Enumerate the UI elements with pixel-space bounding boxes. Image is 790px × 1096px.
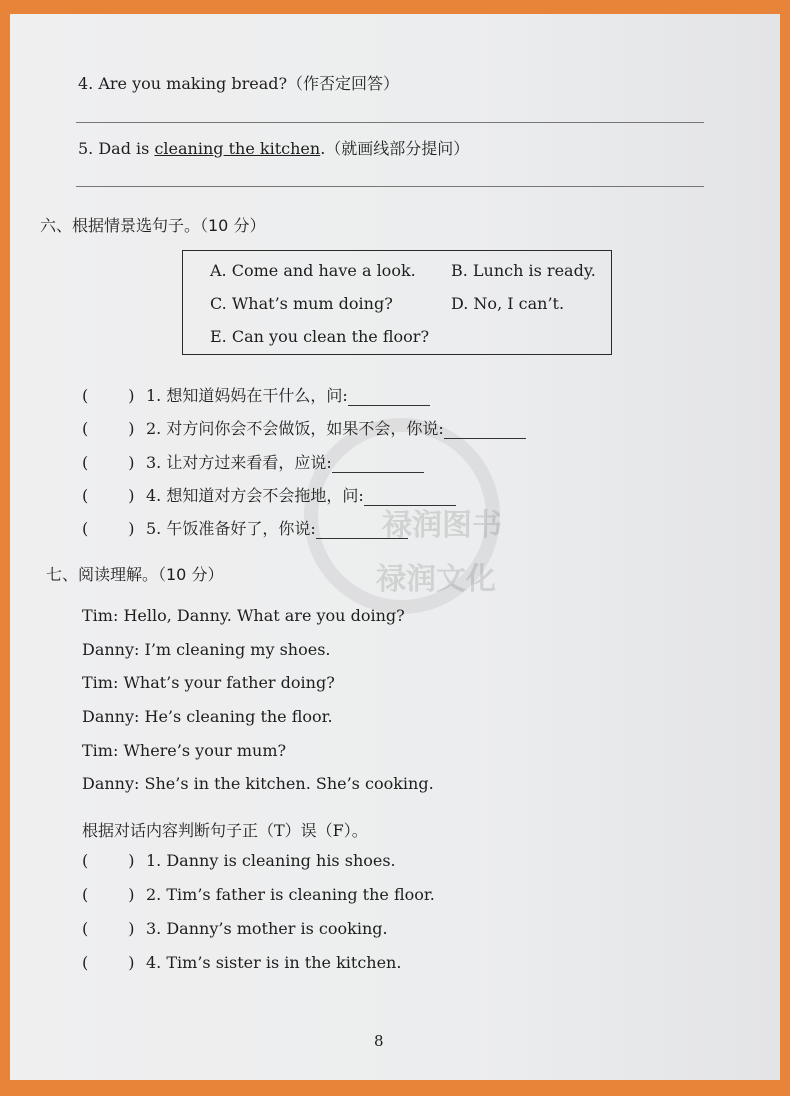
- option-a: A. Come and have a look.: [210, 261, 416, 280]
- s6-item-4: [82, 483, 456, 506]
- s7-item-1-text: 1. Danny is cleaning his shoes.: [146, 851, 396, 870]
- answer-paren[interactable]: ( ): [82, 419, 135, 438]
- dialogue-line-4: Danny: He’s cleaning the floor.: [82, 707, 333, 726]
- section-7-title: 七、阅读理解。（10 分）: [46, 565, 224, 584]
- answer-blank[interactable]: [332, 456, 424, 473]
- answer-paren[interactable]: ( ): [82, 519, 135, 538]
- s6-item-2-text: 2. 对方问你会不会做饭，如果不会，你说:: [146, 419, 444, 438]
- answer-paren[interactable]: ( ): [82, 453, 135, 472]
- question-4: 4. Are you making bread?（作否定回答）: [78, 74, 400, 93]
- options-box: [182, 250, 612, 355]
- answer-line-5[interactable]: [76, 186, 704, 187]
- question-5-post: .（就画线部分提问）: [320, 139, 470, 158]
- s7-item-1: [82, 851, 396, 870]
- dialogue-line-1: Tim: Hello, Danny. What are you doing?: [82, 606, 405, 625]
- s7-item-4: [82, 953, 401, 972]
- option-b: B. Lunch is ready.: [451, 261, 596, 280]
- answer-paren[interactable]: ( ): [82, 919, 135, 938]
- s7-item-2: [82, 885, 435, 904]
- answer-paren[interactable]: ( ): [82, 386, 135, 405]
- s6-item-5-text: 5. 午饭准备好了，你说:: [146, 519, 316, 538]
- answer-blank[interactable]: [444, 422, 526, 439]
- option-d: D. No, I can’t.: [451, 294, 565, 313]
- s7-item-4-text: 4. Tim’s sister is in the kitchen.: [146, 953, 402, 972]
- worksheet-page: [10, 14, 780, 1080]
- section-6-title: 六、根据情景选句子。（10 分）: [40, 216, 266, 235]
- s6-item-4-text: 4. 想知道对方会不会拖地，问:: [146, 486, 364, 505]
- watermark-text-2: 禄润文化: [376, 562, 496, 597]
- s7-item-3: [82, 919, 388, 938]
- answer-paren[interactable]: ( ): [82, 885, 135, 904]
- answer-blank[interactable]: [364, 489, 456, 506]
- watermark-text-1: 禄润图书: [382, 508, 502, 543]
- answer-paren[interactable]: ( ): [82, 953, 135, 972]
- dialogue-line-3: Tim: What’s your father doing?: [82, 673, 335, 692]
- option-e: E. Can you clean the floor?: [210, 327, 430, 346]
- question-5: [78, 136, 469, 159]
- page-number: 8: [374, 1032, 384, 1050]
- s7-item-3-text: 3. Danny’s mother is cooking.: [146, 919, 388, 938]
- answer-paren[interactable]: ( ): [82, 851, 135, 870]
- s6-item-1: [82, 383, 430, 406]
- dialogue-line-6: Danny: She’s in the kitchen. She’s cooking.: [82, 774, 434, 793]
- answer-blank[interactable]: [316, 522, 408, 539]
- s6-item-3: [82, 450, 424, 473]
- question-5-pre: 5. Dad is: [78, 139, 155, 158]
- answer-blank[interactable]: [348, 389, 430, 406]
- s6-item-3-text: 3. 让对方过来看看，应说:: [146, 453, 332, 472]
- section-7-instruction: 根据对话内容判断句子正（T）误（F）。: [82, 821, 368, 840]
- s7-item-2-text: 2. Tim’s father is cleaning the floor.: [146, 885, 435, 904]
- s6-item-2: [82, 416, 526, 439]
- question-5-underlined: cleaning the kitchen: [154, 139, 321, 158]
- dialogue-line-2: Danny: I’m cleaning my shoes.: [82, 640, 331, 659]
- answer-paren[interactable]: ( ): [82, 486, 135, 505]
- s6-item-1-text: 1. 想知道妈妈在干什么，问:: [146, 386, 348, 405]
- s6-item-5: [82, 516, 408, 539]
- option-c: C. What’s mum doing?: [210, 294, 393, 313]
- answer-line-4[interactable]: [76, 122, 704, 123]
- dialogue-line-5: Tim: Where’s your mum?: [82, 741, 287, 760]
